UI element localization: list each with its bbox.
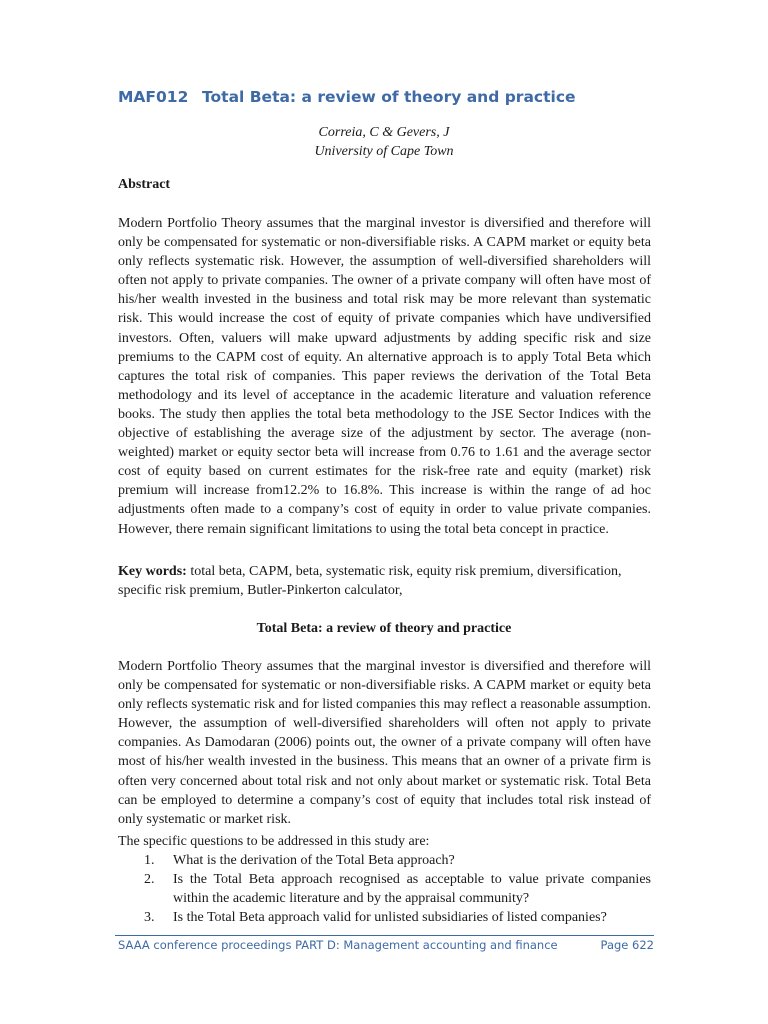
abstract-text: Modern Portfolio Theory assumes that the marginal investor is diversified and therefore will only be compensated for systematic or non-diversifiable risks. A CAPM market or equity beta only reflects systematic risk. However, the assumption of well-diversified shareholders will often not apply to private companies. The owner of a private company will often have most of his/her wealth invested in the business and total risk may be more relevant than systematic risk. This would increase the cost of equity of private companies which have undiversified investors. Often, valuers will make upward adjustments by adding specific risk and size premiums to the CAPM cost of equity. An alternative approach is to apply Total Beta which captures the total risk of companies. This paper reviews the derivation of the Total Beta methodology and its level of acceptance in the academic literature and valuation reference books. The study then applies the total beta methodology to the JSE Sector Indices with the objective of establishing the average size of the adjustment by sector. The average (non-weighted) market or equity sector beta will increase from 0.76 to 1.61 and the average sector cost of equity based on current estimates for the risk-free rate and equity (market) risk premium will increase from12.2% to 16.8%. This increase is within the range of ad hoc adjustments often made to a company’s cost of equity in order to value private companies. However, there remain significant limitations to using the total beta concept in practice. xyxy=(118,216,651,537)
keywords-text: total beta, CAPM, beta, systematic risk, equity risk premium, diversification, specific risk premium, Butler-Pinkerton calculator, xyxy=(118,564,622,599)
keywords-label: Key words: xyxy=(118,564,187,579)
section-title: Total Beta: a review of theory and practice xyxy=(256,621,512,636)
list-item xyxy=(118,870,651,908)
page-number: Page 622 xyxy=(600,938,654,952)
questions-intro: The specific questions to be addressed in this study are: xyxy=(118,834,430,849)
footer-divider xyxy=(115,935,654,936)
keywords xyxy=(118,562,651,600)
list-item xyxy=(118,908,651,927)
list-number: 2. xyxy=(144,872,155,888)
paper-title-line xyxy=(118,88,576,106)
affiliation: University of Cape Town xyxy=(314,144,454,159)
questions-list xyxy=(118,851,651,927)
list-text: Is the Total Beta approach valid for unlisted subsidiaries of listed companies? xyxy=(173,910,607,926)
paper-code: MAF012 xyxy=(118,88,189,106)
list-number: 3. xyxy=(144,910,155,926)
list-text: Is the Total Beta approach recognised as acceptable to value private companies within the academic literature and by the appraisal community? xyxy=(173,872,651,907)
abstract-heading: Abstract xyxy=(118,177,171,192)
footer-left: SAAA conference proceedings PART D: Management accounting and finance xyxy=(118,938,558,952)
list-number: 1. xyxy=(144,853,155,868)
page-footer xyxy=(118,938,654,952)
paper-title: Total Beta: a review of theory and practice xyxy=(202,88,576,106)
author-block xyxy=(0,123,768,161)
authors: Correia, C & Gevers, J xyxy=(318,125,450,140)
section-paragraph: Modern Portfolio Theory assumes that the marginal investor is diversified and therefore will only be compensated for systematic or non-diversifiable risks. A CAPM market or equity beta only reflects systematic risk and for listed companies this may reflect a reasonable assumption. However, the assumption of well-diversified shareholders will often not apply to private companies. As Damodaran (2006) points out, the owner of a private company will often have most of his/her wealth invested in the business. This means that an owner of a private firm is often very concerned about total risk and not only about market or systematic risk. Total Beta can be employed to determine a company’s cost of equity that includes total risk instead of only systematic or market risk. xyxy=(118,659,651,827)
list-item xyxy=(118,851,651,870)
list-text: What is the derivation of the Total Beta approach? xyxy=(173,853,455,868)
